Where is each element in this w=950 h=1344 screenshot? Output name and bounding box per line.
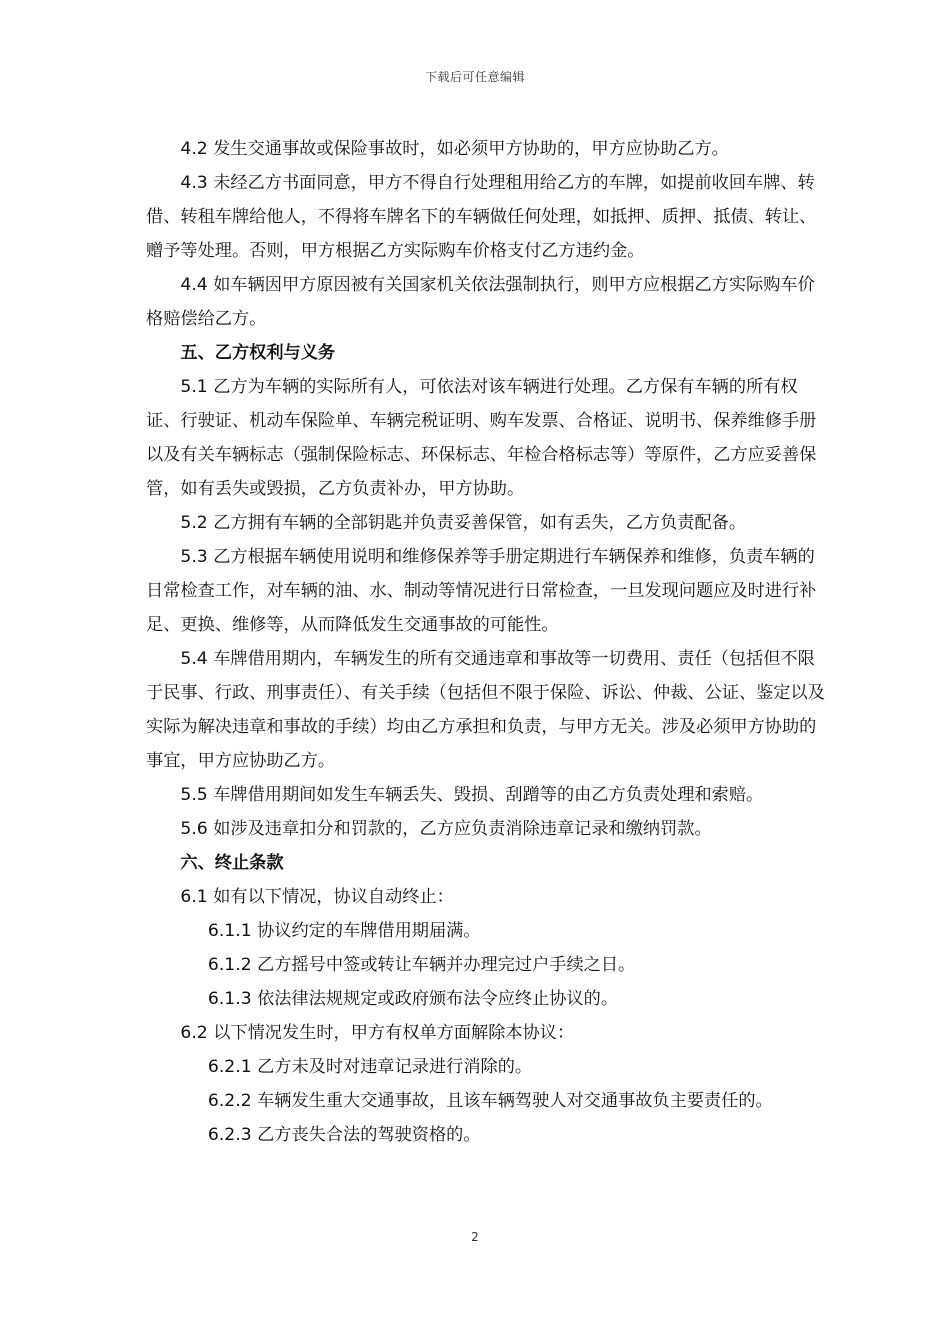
- clause-5-1: 5.1 乙方为车辆的实际所有人，可依法对该车辆进行处理。乙方保有车辆的所有权证、行驶证、机动车保险单、车辆完税证明、购车发票、合格证、说明书、保养维修手册以及有关车辆标志（强制保险标志、环保标志、年检合格标志等）等原件，乙方应妥善保管，如有丢失或毁损，乙方负责补办，甲方协助。: [146, 377, 817, 499]
- page-header-note: 下载后可任意编辑: [424, 70, 525, 84]
- clause-4-3: 4.3 未经乙方书面同意，甲方不得自行处理租用给乙方的车牌，如提前收回车牌、转借、转租车牌给他人，不得将车牌名下的车辆做任何处理，如抵押、质押、抵债、转让、赠予等处理。否则，甲方根据乙方实际购车价格支付乙方违约金。: [146, 173, 817, 261]
- document-body: [146, 132, 828, 1152]
- clause-6-2-2: 6.2.2 车辆发生重大交通事故，且该车辆驾驶人对交通事故负主要责任的。: [207, 1091, 773, 1111]
- clause-6-1-3: 6.1.3 依法律法规规定或政府颁布法令应终止协议的。: [207, 989, 619, 1009]
- clause-6-1-2: 6.1.2 乙方摇号中签或转让车辆并办理完过户手续之日。: [207, 955, 636, 975]
- clause-5-5: 5.5 车牌借用期间如发生车辆丢失、毁损、刮蹭等的由乙方负责处理和索赔。: [180, 785, 764, 805]
- clause-6-2-1: 6.2.1 乙方未及时对违章记录进行消除的。: [207, 1057, 533, 1077]
- clause-5-2: 5.2 乙方拥有车辆的全部钥匙并负责妥善保管，如有丢失，乙方负责配备。: [180, 513, 747, 533]
- clause-4-2: 4.2 发生交通事故或保险事故时，如必须甲方协助的，甲方应协助乙方。: [180, 139, 729, 159]
- clause-6-1: 6.1 如有以下情况，协议自动终止：: [180, 887, 454, 907]
- clause-5-4: 5.4 车牌借用期内，车辆发生的所有交通违章和事故等一切费用、责任（包括但不限于民事、行政、刑事责任）、有关手续（包括但不限于保险、诉讼、仲裁、公证、鉴定以及实际为解决违章和事故的手续）均由乙方承担和负责，与甲方无关。涉及必须甲方协助的事宜，甲方应协助乙方。: [146, 649, 825, 771]
- clause-6-2-3: 6.2.3 乙方丧失合法的驾驶资格的。: [207, 1125, 481, 1145]
- clause-6-2: 6.2 以下情况发生时，甲方有权单方面解除本协议：: [180, 1023, 575, 1043]
- clause-5-6: 5.6 如涉及违章扣分和罚款的，乙方应负责消除违章记录和缴纳罚款。: [180, 819, 712, 839]
- page-number: 2: [471, 1230, 479, 1244]
- clause-5-3: 5.3 乙方根据车辆使用说明和维修保养等手册定期进行车辆保养和维修，负责车辆的日常检查工作，对车辆的油、水、制动等情况进行日常检查，一旦发现问题应及时进行补足、更换、维修等，从而降低发生交通事故的可能性。: [146, 547, 817, 635]
- clause-6-1-1: 6.1.1 协议约定的车牌借用期届满。: [207, 921, 481, 941]
- section-heading-5: 五、乙方权利与义务: [180, 343, 336, 363]
- section-heading-6: 六、终止条款: [180, 853, 284, 873]
- clause-4-4: 4.4 如车辆因甲方原因被有关国家机关依法强制执行，则甲方应根据乙方实际购车价格赔偿给乙方。: [146, 275, 815, 329]
